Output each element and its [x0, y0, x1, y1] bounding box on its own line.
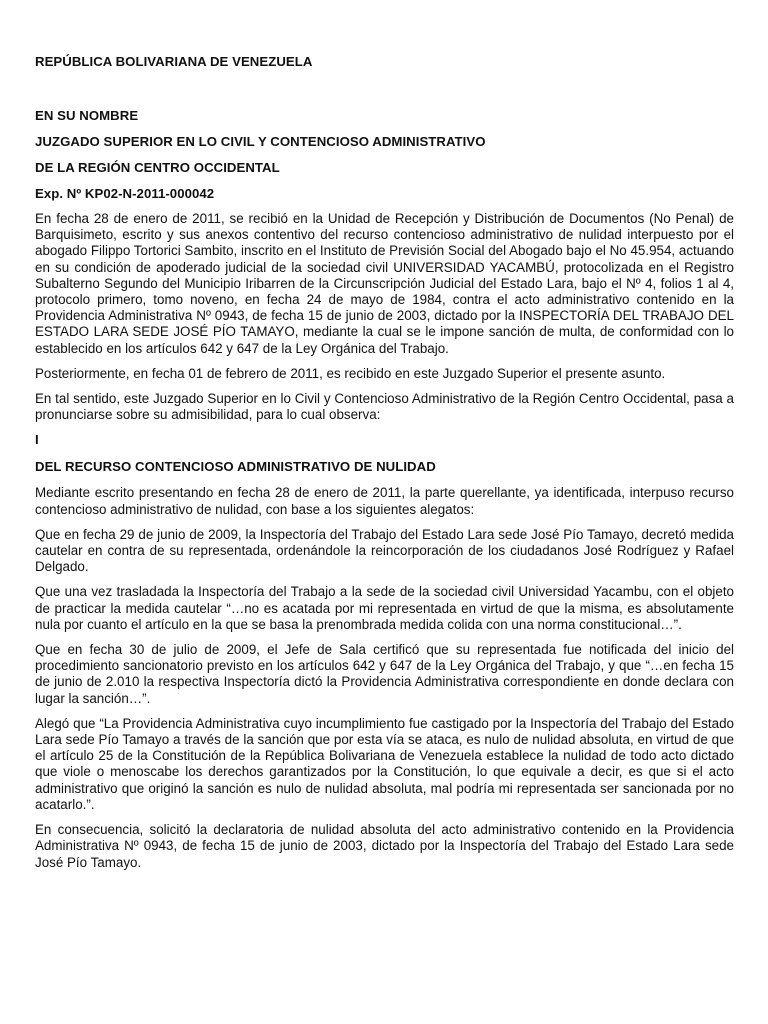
section-number: I [35, 432, 39, 448]
paragraph-received: Posteriormente, en fecha 01 de febrero de 2011, es recibido en este Juzgado Superior el presente asunto. [35, 365, 666, 381]
paragraph-consecuencia: En consecuencia, solicitó la declaratoria de nulidad absoluta del acto administrativo contenido en la Providencia Administrativa Nº 0943, de fecha 15 de junio de 2003, dictado por la Inspectoría del Trabajo del Estado Lara sede José Pío Tamayo. [35, 822, 734, 870]
paragraph-alegato: Alegó que “La Providencia Administrativa cuyo incumplimiento fue castigado por la Inspectoría del Trabajo del Estado Lara sede Pío Tamayo a través de la sanción que por esta vía se ataca, es nulo de nulidad absoluta, en virtud de que el artículo 25 de la Constitución de la República Bolivariana de Venezuela establece la nulidad de todo acto dictado que viole o menoscabe los derechos garantizados por la Constitución, lo que equivale a decir, es que si el acto administrativo que originó la sanción es nulo de nulidad absoluta, mal podría mi representada ser sancionada por no acatarlo.”. [35, 715, 734, 812]
paragraph-certificacion: Que en fecha 30 de julio de 2009, el Jefe de Sala certificó que su representada fue notificada del inicio del procedimiento sancionatorio previsto en los artículos 642 y 647 de la Ley Orgánica del Trabajo, y que “…en fecha 15 de junio de 2.010 la respectiva Inspectoría dictó la Providencia Administrativa correspondiente en donde declara con lugar la sanción…”. [35, 642, 734, 706]
paragraph-intro: En fecha 28 de enero de 2011, se recibió en la Unidad de Recepción y Distribución de Documentos (No Penal) de Barquisimeto, escrito y sus anexos contentivo del recurso contencioso administrativo de nulidad interpuesto por el abogado Filippo Tortorici Sambito, inscrito en el Instituto de Previsión Social del Abogado bajo el No 45.954, actuando en su condición de apoderado judicial de la sociedad civil UNIVERSIDAD YACAMBÚ, protocolizada en el Registro Subalterno Segundo del Municipio Iribarren de la Circunscripción Judicial del Estado Lara, bajo el Nº 4, folios 1 al 4, protocolo primero, tomo noveno, en fecha 24 de mayo de 1984, contra el acto administrativo contenido en la Providencia Administrativa Nº 0943, de fecha 15 de junio de 2003, dictado por la INSPECTORÍA DEL TRABAJO DEL ESTADO LARA SEDE JOSÉ PÍO TAMAYO, mediante la cual se le impone sanción de multa, de conformidad con lo establecido en los artículos 642 y 647 de la Ley Orgánica del Trabajo. [35, 211, 734, 356]
paragraph-traslado: Que una vez trasladada la Inspectoría del Trabajo a la sede de la sociedad civil Universidad Yacambu, con el objeto de practicar la medida cautelar “…no es acatada por mi representada en virtud de que la misma, es absolutamente nula por cuanto el artículo en la que se basa la prenombrada medida colida con una norma constitucional…”. [35, 584, 734, 632]
paragraph-cautelar: Que en fecha 29 de junio de 2009, la Inspectoría del Trabajo del Estado Lara sede José Pío Tamayo, decretó medida cautelar en contra de su representada, ordenándole la reincorporación de los ciudadanos José Rodríguez y Rafael Delgado. [35, 526, 734, 575]
case-number: Exp. Nº KP02-N-2011-000042 [35, 186, 215, 201]
region-heading: DE LA REGIÓN CENTRO OCCIDENTAL [35, 160, 280, 175]
paragraph-admissibility: En tal sentido, este Juzgado Superior en lo Civil y Contencioso Administrativo de la Región Centro Occidental, pasa a pronunciarse sobre su admisibilidad, para lo cual observa: [35, 391, 734, 423]
paragraph-filing: Mediante escrito presentando en fecha 28 de enero de 2011, la parte querellante, ya identificada, interpuso recurso contencioso administrativo de nulidad, con base a los siguientes alegatos: [35, 485, 734, 517]
court-heading: JUZGADO SUPERIOR EN LO CIVIL Y CONTENCIOSO ADMINISTRATIVO [35, 134, 486, 149]
en-su-nombre-heading: EN SU NOMBRE [35, 108, 139, 123]
country-heading: REPÚBLICA BOLIVARIANA DE VENEZUELA [35, 54, 313, 69]
section-heading: DEL RECURSO CONTENCIOSO ADMINISTRATIVO DE NULIDAD [35, 459, 436, 475]
